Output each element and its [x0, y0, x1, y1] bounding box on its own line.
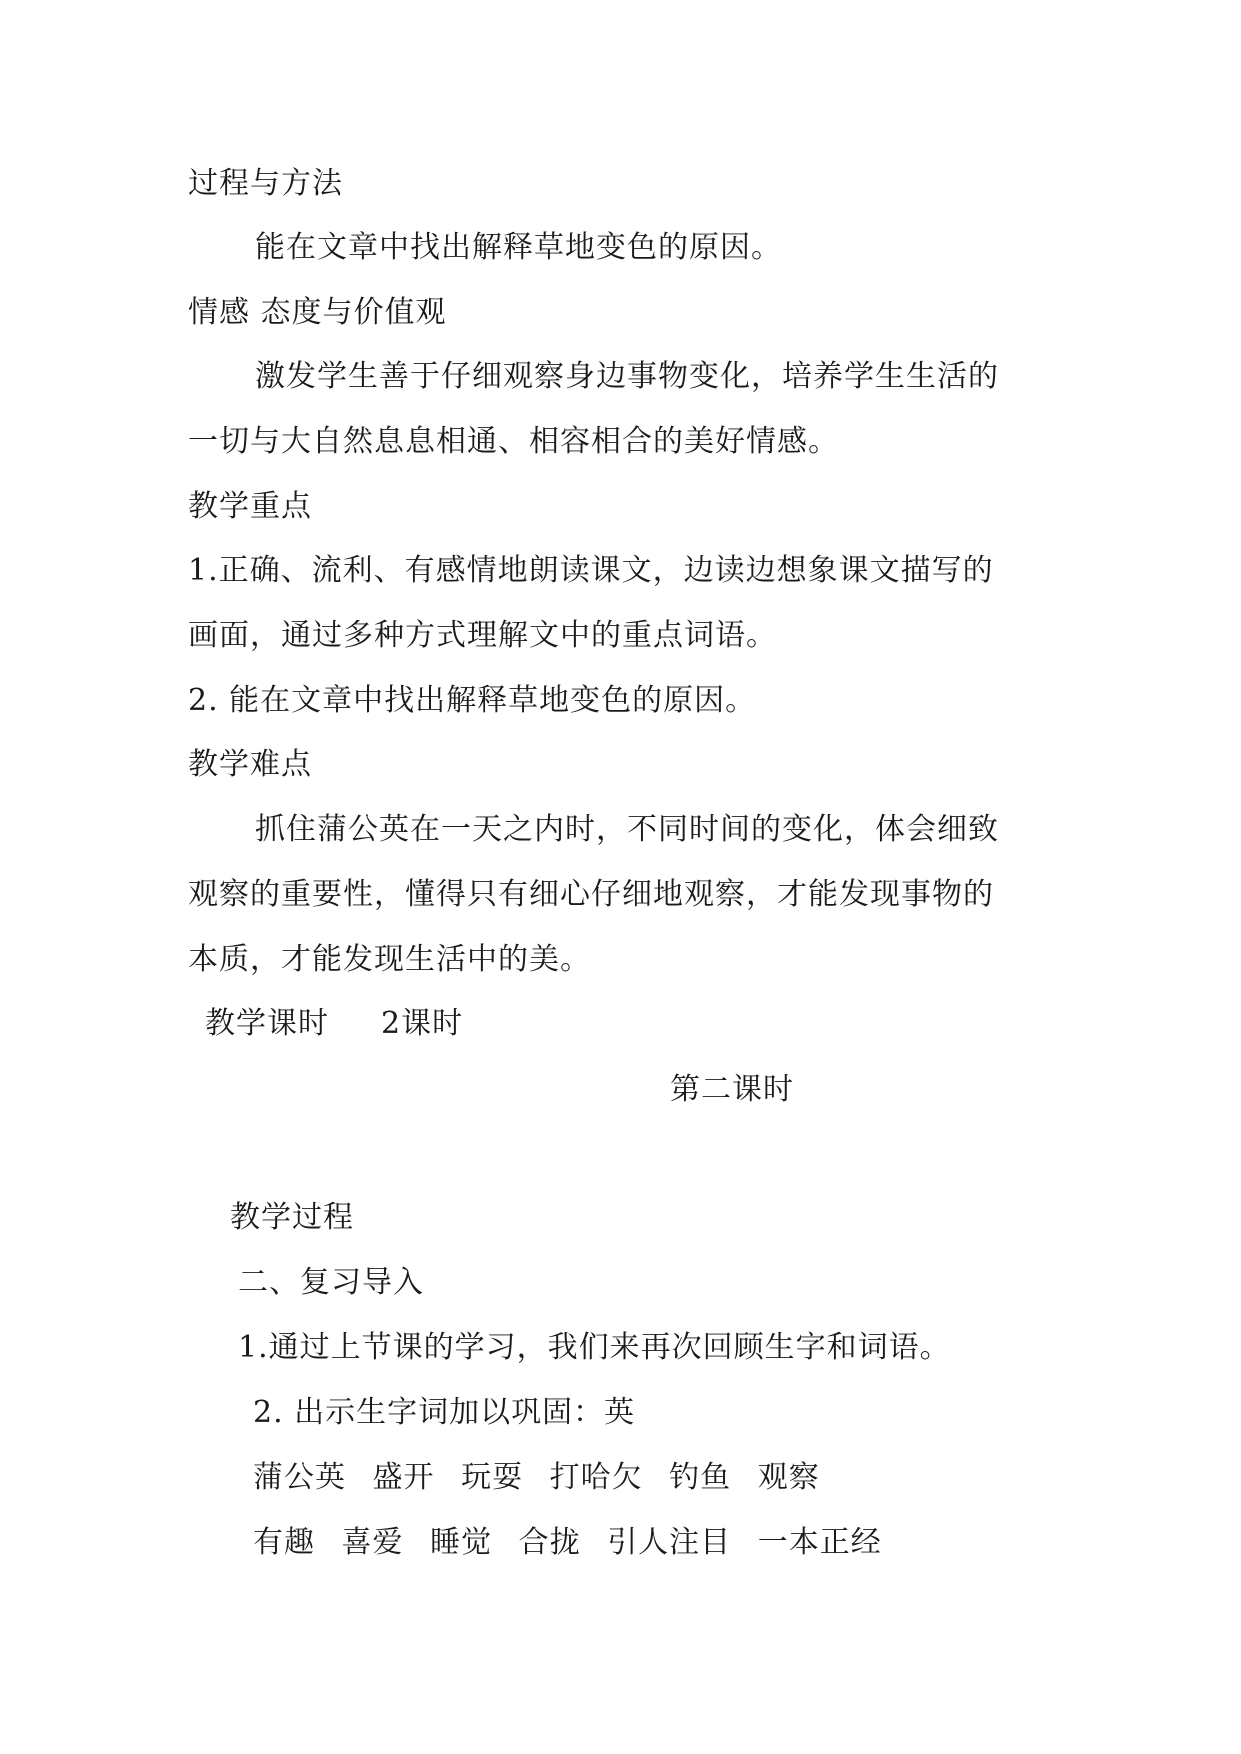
teaching-hours [205, 1004, 463, 1044]
difficulty-text-line-2: 观察的重要性，懂得只有细心仔细地观察，才能发现事物的 [188, 877, 994, 912]
review-step-1: 1.通过上节课的学习，我们来再次回顾生字和词语。 [238, 1330, 951, 1365]
vocab-word: 钓鱼 [669, 1460, 732, 1495]
vocab-word: 观察 [757, 1460, 820, 1495]
vocab-word: 打哈欠 [549, 1460, 643, 1495]
key-point-2: 2. 能在文章中找出解释草地变色的原因。 [188, 683, 757, 718]
emotion-text-line-2: 一切与大自然息息相通、相容相合的美好情感。 [188, 424, 839, 459]
vocab-row-2 [253, 1523, 898, 1563]
emotion-heading: 情感 态度与价值观 [188, 295, 447, 330]
vocab-word: 盛开 [372, 1460, 435, 1495]
vocab-word: 合拢 [518, 1525, 581, 1560]
vocab-word: 睡觉 [430, 1525, 493, 1560]
vocab-row-1 [253, 1458, 836, 1498]
difficulty-heading: 教学难点 [188, 747, 312, 782]
key-points-heading: 教学重点 [188, 489, 312, 524]
vocab-word: 玩耍 [461, 1460, 524, 1495]
emotion-text-line-1: 激发学生善于仔细观察身边事物变化，培养学生生活的 [255, 359, 999, 394]
vocab-word: 蒲公英 [253, 1460, 346, 1495]
difficulty-text-line-1: 抓住蒲公英在一天之内时，不同时间的变化，体会细致 [255, 812, 999, 847]
vocab-word: 喜爱 [341, 1525, 404, 1560]
key-point-1-line-1: 1.正确、流利、有感情地朗读课文，边读边想象课文描写的 [188, 553, 994, 588]
key-point-1-line-2: 画面，通过多种方式理解文中的重点词语。 [188, 618, 777, 653]
vocab-word: 有趣 [253, 1525, 315, 1560]
teaching-hours-value: 2课时 [381, 1006, 464, 1041]
process-method-text: 能在文章中找出解释草地变色的原因。 [255, 230, 782, 265]
vocab-word: 一本正经 [757, 1525, 882, 1560]
teaching-process-heading: 教学过程 [230, 1200, 354, 1235]
process-method-heading: 过程与方法 [188, 166, 343, 201]
review-heading: 二、复习导入 [238, 1265, 424, 1300]
review-step-2: 2. 出示生字词加以巩固：英 [253, 1395, 636, 1430]
vocab-word: 引人注目 [607, 1525, 732, 1560]
lesson-title: 第二课时 [670, 1072, 794, 1107]
difficulty-text-line-3: 本质，才能发现生活中的美。 [188, 942, 591, 977]
teaching-hours-label: 教学课时 [205, 1006, 329, 1041]
